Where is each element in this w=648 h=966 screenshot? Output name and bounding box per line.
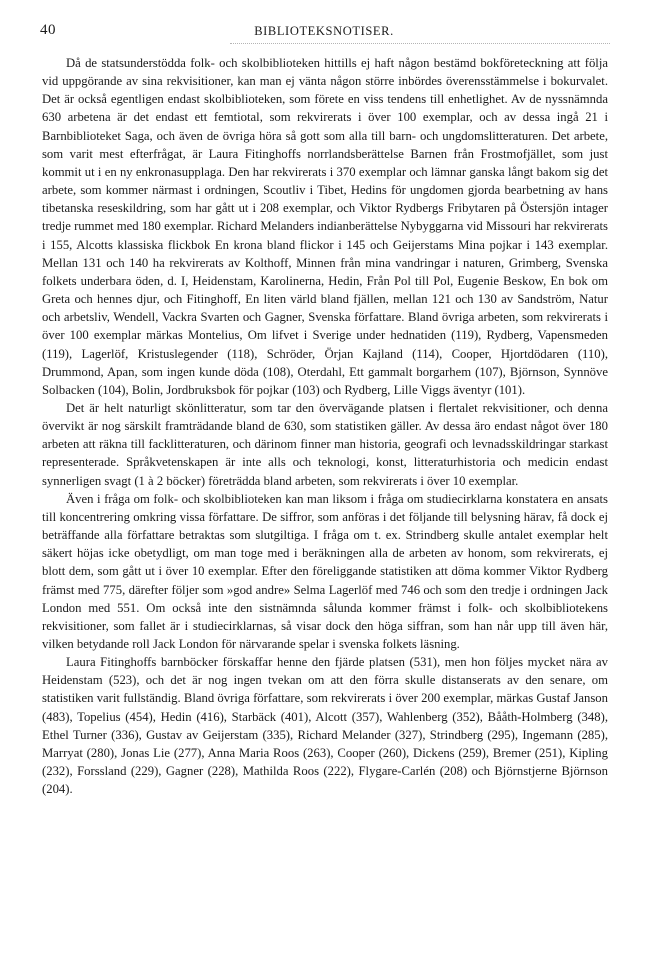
page-number: 40 (40, 22, 56, 38)
paragraph: Det är helt naturligt skönlitteratur, som tar den övervägande platsen i flertalet rekvisitioner, och denna övervikt är nog särskilt framträdande bland de 630, som statistiken gäller. Av dessa äro endast något över 180 arbeten att räkna till facklitteraturen, och därinom finner man historia, geografi och levnadsskildringar starkast representerade. Språkvetenskapen är inte alls och teknologi, konst, litteraturhistoria och medicin endast synnerligen svagt (1 à 2 böcker) företrädda bland arbeten, som rekvirerats i över 10 exemplar. (42, 400, 608, 488)
page-header (40, 22, 608, 42)
header-rule (230, 43, 610, 44)
paragraph: Laura Fitinghoffs barnböcker förskaffar henne den fjärde platsen (531), men hon följes mycket nära av Heidenstam (523), och det är nog ingen tvekan om att den förra skulle distanserats av den senare, om statistiken varit fullständig. Bland övriga författare, som rekvirerats i över 200 exemplar, märkas Gustaf Janson (483), Topelius (454), Hedin (416), Starbäck (401), Alcott (357), Wahlenberg (352), Bååth-Holmberg (348), Ethel Turner (336), Gustav av Geijerstam (335), Richard Melander (327), Strindberg (295), Ingemann (285), Marryat (280), Jonas Lie (277), Anna Maria Roos (263), Cooper (260), Dickens (259), Bremer (251), Kipling (232), Forssland (229), Gagner (228), Mathilda Roos (222), Flygare-Carlén (208) och Björnstjerne Björnson (204). (42, 655, 608, 797)
paragraph: Även i fråga om folk- och skolbiblioteken kan man liksom i fråga om studiecirklarna konstatera en ansats till koncentrering omkring vissa författare. De siffror, som anföras i det följande till belysning härav, få dock ej beträffande alla författare betraktas som slutgiltiga. I fråga om t. ex. Strindberg skulle antalet exemplar helt säkert höjas icke obetydligt, om man toge med i beräkningen alla de arbeten av honom, som rekvirerats, ej blott dem, som gått ut i över 10 exemplar. Efter den föreliggande statistiken att döma kommer Viktor Rydberg främst med 775, därefter följer som »god andre» Selma Lagerlöf med 746 och som den tredje i ordningen Jack London med 551. Om också inte den sistnämnda sålunda kommer främst i folk- och skolbibliotekens rekvisitioner, som fallet är i studiecirklarnas, så visar dock den höga siffran, som han når upp till även här, vilken betydande roll Jack London för närvarande spelar i svenska folkets läsning. (42, 491, 608, 651)
paragraph: Då de statsunderstödda folk- och skolbiblioteken hittills ej haft någon bestämd bokföreteckning att följa vid uppgörande av sina rekvisitioner, kan man ej vänta någon större inbördes överensstämmelse i bokurvalet. Det är också egentligen endast skolbiblioteken, som förete en viss tendens till enhetlighet. Av de nyssnämnda 630 arbetena är det endast ett femtiotal, som rekvirerats i över 100 exemplar, och av dessa ingå 21 i Barnbiblioteket Saga, och även de övriga höra så gott som alla till barn- och ungdomslitteraturen. Det arbete, som varit mest efterfrågat, är Laura Fitinghoffs norrlandsberättelse Barnen från Frostmofjället, som just kommit ut i en ny enkronasupplaga. Den har rekvirerats i 370 exemplar och lämnar ganska långt bakom sig det arbete, som kommer närmast i ordningen, Scoutliv i Tibet, Hedins för ungdomen gjorda bearbetning av hans tibetanska reseskildring, som har gått ut i 208 exemplar, och Viktor Rydbergs Fribytaren på Östersjön intager tredje rummet med 180 exemplar. Richard Melanders indianberättelse Nybyggarna vid Missouri har rekvirerats i 155, Alcotts klassiska flickbok En krona bland flickor i 145 och Geijerstams Mina pojkar i 143 exemplar. Mellan 131 och 140 ha rekvirerats av Kolthoff, Minnen från mina vandringar i naturen, Grimberg, Svenska folkets underbara öden, d. I, Heidenstam, Karolinerna, Hedin, Från Pol till Pol, Eugenie Beskow, En bok om Greta och hennes djur, och Fitinghoff, En liten värld bland fjällen, mellan 121 och 130 av Sandström, Natur och arbetsliv, Wendell, Vackra Svarten och Gagner, Svenska författare. Bland övriga arbeten, som rekvirerats i över 100 exemplar märkas Montelius, Om lifvet i Sverige under hednatiden (119), Rydberg, Vapensmeden (119), Lagerlöf, Kristuslegender (118), Schröder, Örjan Kajland (114), Cooper, Hjortdödaren (110), Drummond, Apan, som ingen kunde döda (108), Oterdahl, Ett gammalt borgarhem (107), Björnson, Synnöve Solbacken (104), Bolin, Jordbruksbok för pojkar (103) och Rydberg, Lille Viggs äventyr (101). (42, 56, 608, 397)
body-text (42, 54, 608, 798)
running-title: BIBLIOTEKSNOTISER. (254, 24, 394, 38)
